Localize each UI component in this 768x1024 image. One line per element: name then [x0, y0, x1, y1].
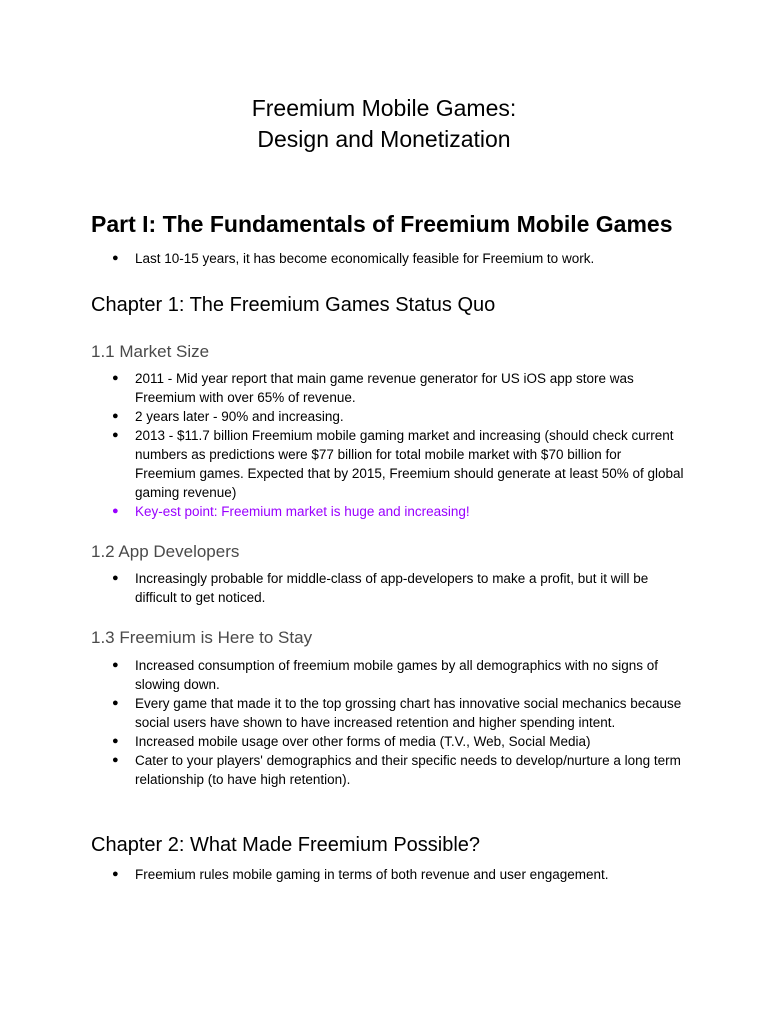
list-item-text: 2011 - Mid year report that main game revenue generator for US iOS app store was Freemium with over 65% of revenue. — [135, 371, 634, 405]
bullet-icon: ● — [112, 659, 119, 671]
bullet-icon: ● — [112, 868, 119, 880]
list-item — [0, 426, 768, 502]
bullet-icon: ● — [112, 410, 119, 422]
list-item-text: 2013 - $11.7 billion Freemium mobile gaming market and increasing (should check current numbers as predictions were $77 billion for total mobile market with $70 billion for Freemium games. Expected that by 2015, Freemium should generate at least 50% of global gaming revenue) — [135, 428, 684, 500]
bullet-icon: ● — [112, 735, 119, 747]
bullet-icon: ● — [112, 505, 119, 517]
key-point-text: Key-est point: Freemium market is huge and increasing! — [135, 504, 470, 519]
document-title — [0, 93, 768, 155]
list-item-text: Every game that made it to the top grossing chart has innovative social mechanics because social users have shown to have increased retention and higher spending intent. — [135, 696, 682, 730]
section-heading-1-1: 1.1 Market Size — [91, 342, 210, 361]
bullet-icon: ● — [112, 252, 119, 264]
list-item-text: Increased mobile usage over other forms of media (T.V., Web, Social Media) — [135, 734, 591, 749]
section-heading-1-3: 1.3 Freemium is Here to Stay — [91, 628, 313, 647]
section-1-3-bullet-list — [0, 656, 768, 789]
part-heading: Part I: The Fundamentals of Freemium Mobile Games — [91, 211, 673, 237]
bullet-icon: ● — [112, 754, 119, 766]
list-item — [0, 569, 768, 607]
list-item-text: Last 10-15 years, it has become economically feasible for Freemium to work. — [135, 251, 595, 266]
list-item — [0, 369, 768, 407]
list-item — [0, 656, 768, 694]
chapter2-bullet-list — [0, 865, 768, 884]
section-1-1-bullet-list — [0, 369, 768, 521]
list-item-text: Cater to your players' demographics and their specific needs to develop/nurture a long term relationship (to have high retention). — [135, 753, 681, 787]
list-item-text: 2 years later - 90% and increasing. — [135, 409, 344, 424]
bullet-icon: ● — [112, 372, 119, 384]
bullet-icon: ● — [112, 572, 119, 584]
list-item — [0, 732, 768, 751]
part1-bullet-list — [0, 249, 768, 268]
bullet-icon: ● — [112, 429, 119, 441]
list-item-text: Freemium rules mobile gaming in terms of both revenue and user engagement. — [135, 867, 609, 882]
key-point-item — [0, 502, 768, 521]
list-item-text: Increased consumption of freemium mobile games by all demographics with no signs of slowing down. — [135, 658, 659, 692]
title-line-2: Design and Monetization — [257, 126, 511, 152]
list-item — [0, 751, 768, 789]
section-1-2-bullet-list — [0, 569, 768, 607]
list-item — [0, 694, 768, 732]
chapter-heading-2: Chapter 2: What Made Freemium Possible? — [91, 834, 481, 856]
list-item-text: Increasingly probable for middle-class of app-developers to make a profit, but it will be difficult to get noticed. — [135, 571, 649, 605]
list-item — [0, 249, 768, 268]
title-line-1: Freemium Mobile Games: — [251, 95, 517, 121]
section-heading-1-2: 1.2 App Developers — [91, 542, 240, 561]
list-item — [0, 865, 768, 884]
chapter-heading-1: Chapter 1: The Freemium Games Status Quo — [91, 294, 496, 316]
list-item — [0, 407, 768, 426]
bullet-icon: ● — [112, 697, 119, 709]
